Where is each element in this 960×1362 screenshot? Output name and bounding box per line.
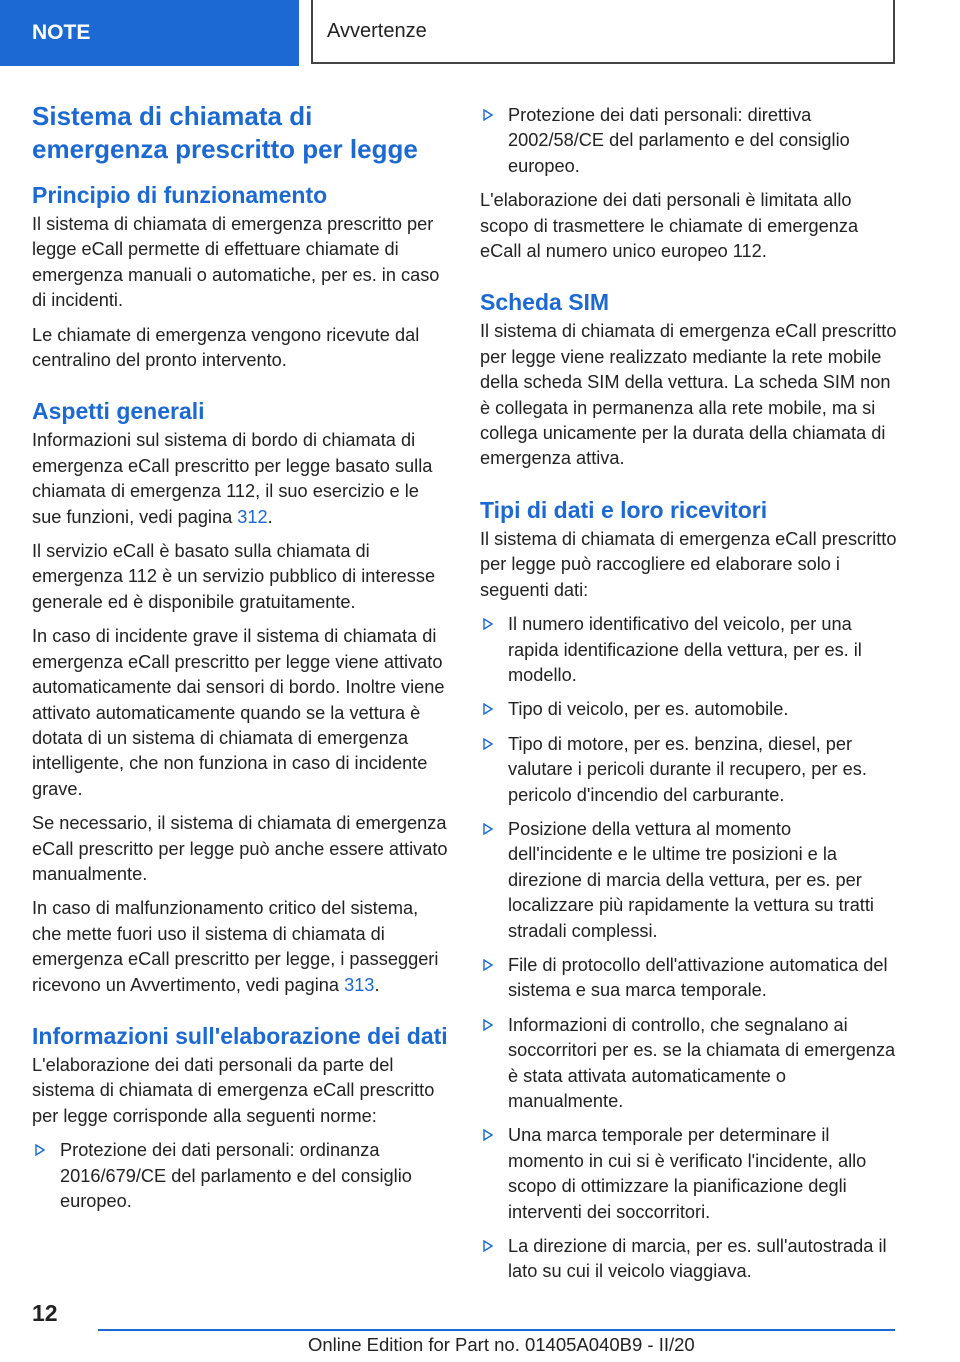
triangle-bullet-icon [35, 1144, 45, 1156]
section-heading-sim: Scheda SIM [480, 289, 610, 316]
paragraph: Il sistema di chiamata di emergenza eCall prescritto per legge può raccogliere ed elaborare solo i seguenti dati: [480, 528, 897, 600]
list-item-text: Protezione dei dati personali: ordinanza 2016/679/CE del parlamento e del consiglio europeo. [60, 1140, 412, 1211]
list-item-text: Protezione dei dati personali: direttiva 2002/58/CE del parlamento e del consiglio europeo. [508, 105, 850, 176]
triangle-bullet-icon [483, 1019, 493, 1031]
list-item [480, 697, 898, 722]
list-item [480, 732, 898, 808]
list-item-text: La direzione di marcia, per es. sull'autostrada il lato su cui il veicolo viaggiava. [508, 1236, 887, 1282]
paragraph: Il sistema di chiamata di emergenza eCall prescritto per legge viene realizzato mediante la rete mobile della scheda SIM della vettura. La scheda SIM non è collegata in permanenza alla rete mobile, ma si collega unicamente per la durata della chiamata di emergenza attiva. [480, 321, 897, 469]
footer-divider [98, 1329, 895, 1331]
bullet-list [32, 1138, 450, 1214]
list-item-text: Una marca temporale per determinare il momento in cui si è verificato l'incidente, allo scopo di ottimizzare la pianificazione degli interventi dei soccorritori. [508, 1125, 867, 1222]
paragraph: Se necessario, il sistema di chiamata di emergenza eCall prescritto per legge può anche essere attivato manualmente. [32, 813, 448, 884]
triangle-bullet-icon [483, 959, 493, 971]
section-heading-general: Aspetti generali [32, 398, 205, 425]
list-item-text: File di protocollo dell'attivazione automatica del sistema e sua marca temporale. [508, 954, 888, 1001]
list-item [480, 1013, 898, 1115]
list-item [480, 953, 898, 1004]
paragraph-text: In caso di malfunzionamento critico del sistema, che mette fuori uso il sistema di chiamata di emergenza eCall prescritto per legge, i passeggeri ricevono un Avvertimento, vedi pagina [32, 898, 439, 995]
list-item [480, 1234, 898, 1285]
list-item [32, 1138, 450, 1214]
paragraph: L'elaborazione dei dati personali da parte del sistema di chiamata di emergenza eCall prescritto per legge corrisponde alla seguenti norme: [32, 1054, 435, 1126]
paragraph: In caso di incidente grave il sistema di chiamata di emergenza eCall prescritto per legge viene attivato automaticamente dai sensori di bordo. Inoltre viene attivato automaticamente quando se la vettura è dotata di un sistema di chiamata di emergenza intelligente, che non funziona in caso di incidente grave. [32, 626, 445, 799]
paragraph-text: Informazioni sul sistema di bordo di chiamata di emergenza eCall prescritto per legge basato sulla chiamata di emergenza 112, il suo esercizio e le sue funzioni, vedi pagina [32, 430, 433, 527]
section-heading-data-processing: Informazioni sull'elaborazione dei dati [32, 1022, 448, 1049]
list-item-text: Tipo di motore, per es. benzina, diesel, per valutare i pericoli durante il recupero, per es. pericolo d'incendio del carburante. [508, 733, 867, 805]
chapter-tab [0, 0, 299, 66]
bullet-list [480, 612, 898, 1285]
right-column [480, 103, 898, 1294]
list-item [480, 612, 898, 688]
list-item [480, 1123, 898, 1225]
paragraph: Il servizio eCall è basato sulla chiamata di emergenza 112 è un servizio pubblico di interesse generale ed è disponibile gratuitamente. [32, 541, 436, 612]
left-column [32, 100, 450, 1223]
bullet-list [480, 103, 898, 179]
triangle-bullet-icon [483, 738, 493, 750]
triangle-bullet-icon [483, 703, 493, 715]
list-item-text: Posizione della vettura al momento dell'incidente e le ultime tre posizioni e la direzione di marcia della vettura, per es. per localizzare più rapidamente la vettura su tratti stradali complessi. [508, 818, 874, 941]
paragraph: Le chiamate di emergenza vengono ricevute dal centralino del pronto intervento. [32, 324, 420, 371]
list-item-text: Il numero identificativo del veicolo, per una rapida identificazione della vettura, per es. il modello. [508, 614, 862, 685]
section-header-label: Avvertenze [327, 19, 427, 42]
page-reference-link[interactable]: 313 [344, 974, 375, 995]
paragraph: Informazioni sul sistema di bordo di chiamata di emergenza eCall prescritto per legge basato sulla chiamata di emergenza 112, il suo esercizio e le sue funzioni, vedi pagina 312. [32, 430, 433, 527]
triangle-bullet-icon [483, 618, 493, 630]
list-item [480, 817, 898, 944]
triangle-bullet-icon [483, 1240, 493, 1252]
list-item-text: Tipo di veicolo, per es. automobile. [508, 699, 789, 720]
chapter-tab-label: NOTE [32, 21, 91, 44]
section-heading-principle: Principio di funzionamento [32, 182, 328, 208]
paragraph: L'elaborazione dei dati personali è limitata allo scopo di trasmettere le chiamate di emergenza eCall al numero unico europeo 112. [480, 190, 859, 262]
paragraph: Il sistema di chiamata di emergenza prescritto per legge eCall permette di effettuare chiamate di emergenza manuali o automatiche, per es. in caso di incidenti. [32, 214, 440, 311]
page-reference-link[interactable]: 312 [237, 506, 268, 527]
page-number: 12 [32, 1300, 58, 1326]
list-item [480, 103, 898, 179]
edition-footer: Online Edition for Part no. 01405A040B9 - II/20 [308, 1334, 695, 1355]
section-heading-data-types: Tipi di dati e loro ricevitori [480, 496, 768, 523]
list-item-text: Informazioni di controllo, che segnalano ai soccorritori per es. se la chiamata di emergenza è stata attivata automaticamente o manualmente. [508, 1014, 896, 1111]
page-title: Sistema di chiamata di emergenza prescritto per legge [32, 101, 418, 164]
triangle-bullet-icon [483, 823, 493, 835]
paragraph: In caso di malfunzionamento critico del sistema, che mette fuori uso il sistema di chiamata di emergenza eCall prescritto per legge, i passeggeri ricevono un Avvertimento, vedi pagina 313. [32, 898, 439, 995]
section-header [311, 0, 895, 64]
triangle-bullet-icon [483, 1129, 493, 1141]
triangle-bullet-icon [483, 109, 493, 121]
